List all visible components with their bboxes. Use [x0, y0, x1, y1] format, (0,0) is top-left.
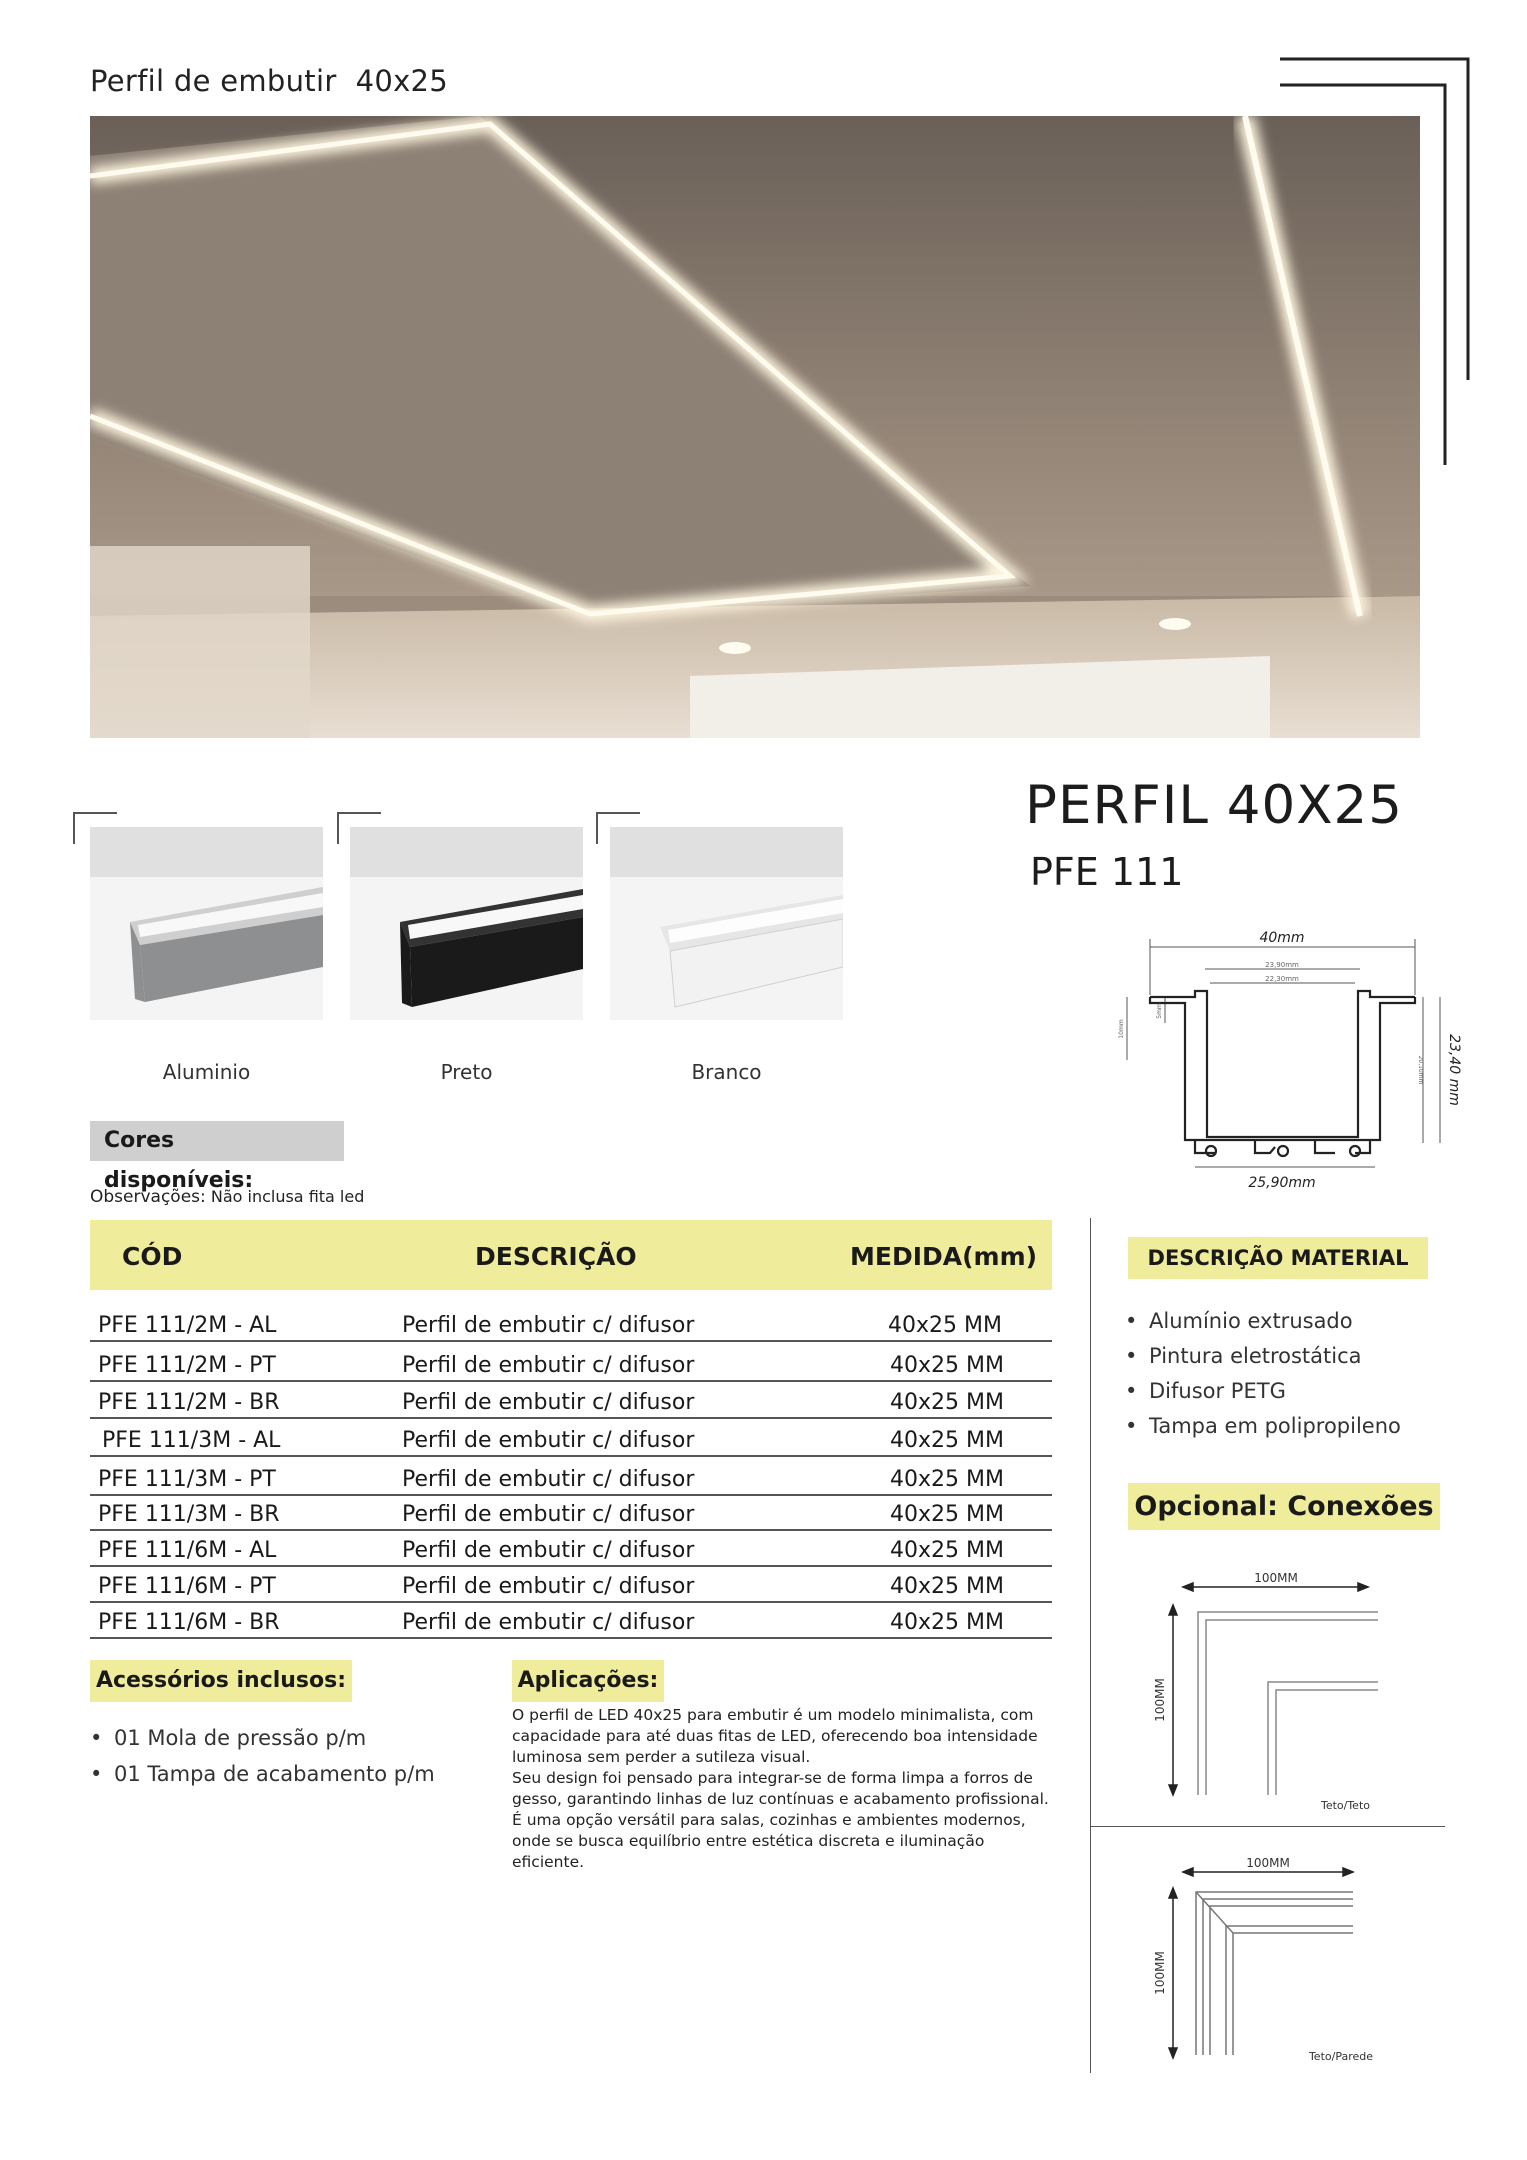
cell-desc: Perfil de embutir c/ difusor	[402, 1313, 695, 1338]
connection-2-width: 100MM	[1246, 1856, 1290, 1870]
connection-2-height: 100MM	[1153, 1951, 1167, 1995]
cell-cod: PFE 111/2M - BR	[98, 1390, 280, 1415]
cell-cod: PFE 111/3M - PT	[98, 1467, 276, 1492]
material-description-tag: DESCRIÇÃO MATERIAL	[1128, 1237, 1428, 1279]
swatch-label-branco: Branco	[691, 1060, 762, 1084]
cell-medida: 40x25 MM	[890, 1428, 1004, 1453]
cell-cod: PFE 111/6M - BR	[98, 1610, 280, 1635]
swatch-label-preto: Preto	[440, 1060, 493, 1084]
header-medida: MEDIDA(mm)	[850, 1242, 1038, 1271]
applications-tag: Aplicações:	[512, 1660, 664, 1702]
cell-cod: PFE 111/6M - AL	[98, 1538, 277, 1563]
material-item: • Difusor PETG	[1125, 1374, 1401, 1409]
accessories-list	[90, 1720, 435, 1792]
cell-desc: Perfil de embutir c/ difusor	[402, 1353, 695, 1378]
table-row	[90, 1497, 1052, 1531]
observations-text: Não inclusa fita led	[210, 1187, 365, 1206]
page-title: Perfil de embutir 40x25	[90, 64, 449, 98]
drawing-lip-a-label: 10mm	[1118, 1019, 1125, 1039]
connection-2-label: Teto/Parede	[1308, 2050, 1373, 2063]
accessory-item: • 01 Mola de pressão p/m	[90, 1720, 435, 1756]
connection-1-width: 100MM	[1254, 1571, 1298, 1585]
drawing-inner-h-label: 20,10mm	[1417, 1055, 1424, 1085]
table-row	[90, 1531, 1052, 1567]
connection-1-height: 100MM	[1153, 1678, 1167, 1722]
applications-paragraph-1: O perfil de LED 40x25 para embutir é um modelo minimalista, com capacidade para até duas fitas de LED, oferecendo boa intensidade luminosa sem perder a sutileza visual.	[512, 1706, 1038, 1766]
drawing-width-label: 40mm	[1259, 930, 1305, 946]
cell-desc: Perfil de embutir c/ difusor	[402, 1428, 695, 1453]
cell-medida: 40x25 MM	[890, 1574, 1004, 1599]
accessories-tag: Acessórios inclusos:	[90, 1660, 352, 1702]
table-row	[90, 1567, 1052, 1603]
swatch-aluminio	[90, 827, 323, 1020]
table-row	[90, 1383, 1052, 1419]
cell-cod: PFE 111/3M - AL	[102, 1428, 281, 1453]
cell-desc: Perfil de embutir c/ difusor	[402, 1538, 695, 1563]
table-row	[90, 1306, 1052, 1342]
observations	[90, 1187, 364, 1207]
applications-text	[512, 1705, 1057, 1873]
cell-cod: PFE 111/2M - PT	[98, 1353, 276, 1378]
drawing-lip-b-label: 5mm	[1156, 1003, 1163, 1019]
cell-medida: 40x25 MM	[890, 1390, 1004, 1415]
cell-desc: Perfil de embutir c/ difusor	[402, 1390, 695, 1415]
hero-ceiling-photo	[90, 116, 1420, 738]
swatch-preto	[350, 827, 583, 1020]
cell-desc: Perfil de embutir c/ difusor	[402, 1610, 695, 1635]
cell-cod: PFE 111/2M - AL	[98, 1313, 277, 1338]
cell-medida: 40x25 MM	[890, 1610, 1004, 1635]
cell-medida: 40x25 MM	[888, 1313, 1002, 1338]
drawing-bottom-label: 25,90mm	[1248, 1175, 1316, 1191]
drawing-height-label: 23,40 mm	[1446, 1034, 1462, 1106]
material-item: • Pintura eletrostática	[1125, 1339, 1401, 1374]
header-cod: CÓD	[122, 1242, 183, 1271]
table-row	[90, 1603, 1052, 1639]
table-row	[90, 1460, 1052, 1496]
optional-connections-tag: Opcional: Conexões	[1128, 1483, 1440, 1530]
header-descricao: DESCRIÇÃO	[475, 1242, 637, 1271]
applications-paragraph-2: Seu design foi pensado para integrar-se de forma limpa a forros de gesso, garantindo linhas de luz contínuas e acabamento profissional. É uma opção versátil para salas, cozinhas e ambientes modernos, onde se busca equilíbrio entre estética discreta e iluminação eficiente.	[512, 1769, 1049, 1871]
product-code: PFE 111	[1030, 850, 1184, 894]
cell-medida: 40x25 MM	[890, 1538, 1004, 1563]
cell-cod: PFE 111/3M - BR	[98, 1502, 280, 1527]
profile-technical-drawing	[1115, 925, 1465, 1200]
drawing-inner-b-label: 22,30mm	[1265, 975, 1299, 983]
cell-cod: PFE 111/6M - PT	[98, 1574, 276, 1599]
observations-label: Observações:	[90, 1187, 206, 1207]
material-list	[1125, 1304, 1401, 1444]
cell-medida: 40x25 MM	[890, 1353, 1004, 1378]
drawing-inner-a-label: 23,90mm	[1265, 961, 1299, 969]
connection-teto-parede-drawing	[1148, 1850, 1388, 2070]
connection-teto-teto-drawing	[1148, 1565, 1388, 1815]
cell-desc: Perfil de embutir c/ difusor	[402, 1467, 695, 1492]
swatch-label-aluminio: Aluminio	[162, 1060, 251, 1084]
cell-desc: Perfil de embutir c/ difusor	[402, 1502, 695, 1527]
material-item: • Tampa em polipropileno	[1125, 1409, 1401, 1444]
right-column-divider	[1090, 1218, 1091, 2073]
connection-1-label: Teto/Teto	[1320, 1799, 1370, 1812]
connections-divider	[1090, 1826, 1445, 1827]
cell-medida: 40x25 MM	[890, 1502, 1004, 1527]
product-name: PERFIL 40X25	[1025, 775, 1403, 836]
swatch-branco	[610, 827, 843, 1020]
cell-desc: Perfil de embutir c/ difusor	[402, 1574, 695, 1599]
table-row	[90, 1421, 1052, 1457]
colors-available-tag: Cores disponíveis:	[90, 1121, 344, 1161]
table-header	[90, 1220, 1052, 1290]
material-item: • Alumínio extrusado	[1125, 1304, 1401, 1339]
cell-medida: 40x25 MM	[890, 1467, 1004, 1492]
table-row	[90, 1346, 1052, 1382]
accessory-item: • 01 Tampa de acabamento p/m	[90, 1756, 435, 1792]
